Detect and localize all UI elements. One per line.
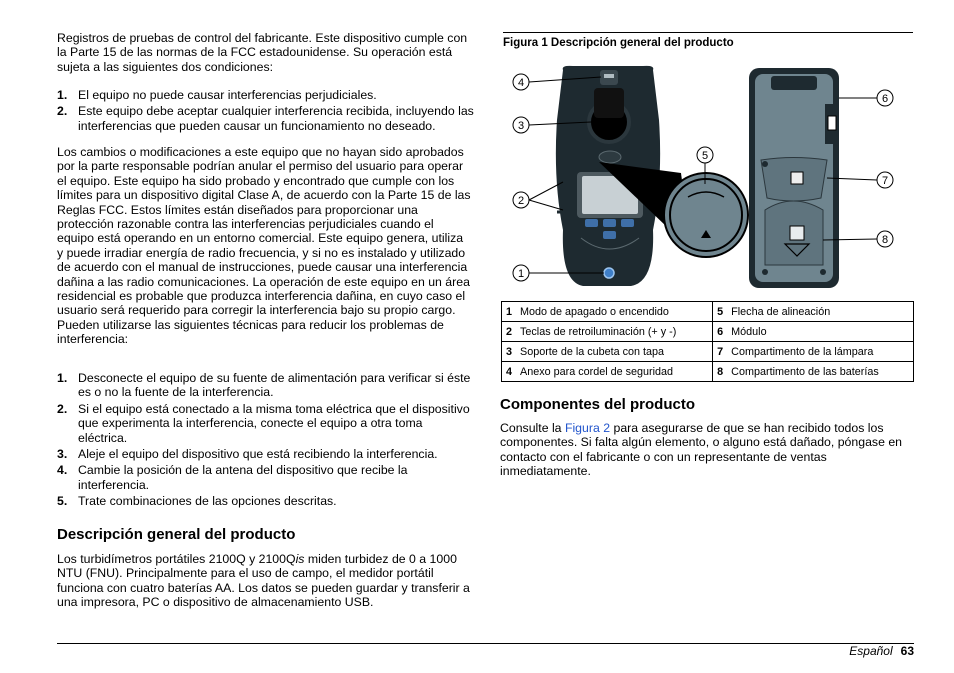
list-text: Desconecte el equipo de su fuente de alimentación para verificar si éste es o no la fuente de la interferencia. — [78, 371, 471, 400]
callout-5 — [697, 147, 713, 163]
svg-text:6: 6 — [881, 93, 889, 105]
list-text: Aleje el equipo del dispositivo que está recibiendo la interferencia. — [78, 447, 438, 462]
callout-1 — [513, 265, 529, 281]
overview-text-end: miden turbidez de 0 a 1000 NTU (FNU). Principalmente para el uso de campo, el medidor portátil funciona con cuatro baterías AA. Los datos se pueden guardar y transferir a una impresora, PC o dispositivo de almacenamiento USB. — [57, 552, 470, 610]
components-text-end: para asegurarse de que se han recibido todos los componentes. Si falta algún elemento, o alguno está dañado, póngase en contacto con el fabricante o con un representante de ventas inmediatamente. — [500, 421, 902, 479]
page-number: 63 — [900, 644, 914, 658]
page-footer — [849, 644, 914, 658]
list-item — [57, 104, 475, 133]
table-row — [502, 322, 914, 342]
intro-paragraph: Registros de pruebas de control del fabricante. Este dispositivo cumple con la Parte 15 de las normas de la FCC estadounidense. Su operación está sujeta a las siguientes dos condiciones: — [57, 31, 468, 74]
callout-8 — [877, 231, 893, 247]
section-heading-components: Componentes del producto — [500, 396, 695, 413]
legend-number: 7 — [713, 342, 728, 362]
legend-text: Soporte de la cubeta con tapa — [516, 342, 713, 362]
list-item — [57, 447, 475, 461]
zoom-circle — [664, 173, 748, 257]
key — [603, 231, 616, 239]
legend-text: Anexo para cordel de seguridad — [516, 362, 713, 382]
figure-legend-table — [501, 301, 914, 382]
components-text-start: Consulte la — [500, 421, 565, 435]
techniques-list — [57, 371, 475, 511]
product-figure — [503, 60, 913, 292]
legend-text: Modo de apagado o encendido — [516, 302, 713, 322]
legend-number: 5 — [713, 302, 728, 322]
legend-text: Compartimento de la lámpara — [727, 342, 913, 362]
figure-caption: Figura 1 Descripción general del producto — [503, 32, 913, 49]
callout-3 — [513, 117, 529, 133]
list-text: Trate combinaciones de las opciones descritas. — [78, 494, 337, 509]
list-number: 2. — [57, 401, 68, 416]
key — [603, 219, 616, 227]
callout-4 — [513, 74, 529, 90]
callout-2 — [513, 192, 529, 208]
legend-number: 6 — [713, 322, 728, 342]
legend-number: 3 — [502, 342, 517, 362]
svg-text:8: 8 — [881, 234, 889, 246]
legend-number: 4 — [502, 362, 517, 382]
list-text: Si el equipo está conectado a la misma toma eléctrica que el dispositivo que experimenta la interferencia, conecte el equipo a otra toma eléctrica. — [78, 401, 470, 445]
list-number: 2. — [57, 104, 68, 119]
svg-text:4: 4 — [517, 77, 525, 89]
svg-text:5: 5 — [701, 150, 709, 162]
svg-text:2: 2 — [517, 195, 525, 207]
legend-number: 1 — [502, 302, 517, 322]
list-item — [57, 463, 475, 492]
power-button — [604, 268, 614, 278]
callout-6 — [877, 90, 893, 106]
table-row — [502, 302, 914, 322]
device-back — [749, 68, 839, 288]
svg-text:7: 7 — [881, 175, 889, 187]
table-row — [502, 362, 914, 382]
footer-rule — [57, 643, 914, 644]
conditions-list — [57, 88, 475, 135]
list-text: El equipo no puede causar interferencias perjudiciales. — [78, 88, 377, 102]
overview-text-italic: is — [295, 552, 305, 566]
legend-text: Teclas de retroiluminación (+ y -) — [516, 322, 713, 342]
list-item — [57, 402, 475, 445]
list-number: 3. — [57, 447, 68, 462]
callout-7 — [877, 172, 893, 188]
overview-paragraph — [57, 552, 475, 610]
list-number: 5. — [57, 494, 68, 509]
list-number: 1. — [57, 371, 68, 385]
legend-number: 8 — [713, 362, 728, 382]
section-heading-overview: Descripción general del producto — [57, 526, 296, 543]
svg-text:3: 3 — [517, 120, 525, 132]
fcc-paragraph: Los cambios o modificaciones a este equipo que no hayan sido aprobados por la parte responsable podrían anular el permiso del usuario para operar el equipo. Este equipo ha sido probado y encontrado que cumple con los límites para un dispositivo digital Clase A, de acuerdo con la Parte 15 de las Reglas FCC. Estos límites están diseñados para proporcionar una protección razonable contra las interferencias perjudiciales cuando el equipo está operando en un entorno comercial. Este equipo genera, utiliza y puede irradiar energía de radio frecuencia, y si no es instalado y utilizado de acuerdo con el manual de instrucciones, puede causar una interferencia dañina a las radio comunicaciones. La operación de este equipo en un área residencial es probable que produzca interferencia dañina, en cuyo caso el usuario será requerido para corregir la interferencia bajo su propio cargo. Pueden utilizarse las siguientes técnicas para reducir los problemas de interferencia: — [57, 145, 471, 347]
key — [585, 219, 598, 227]
footer-language: Español — [849, 644, 893, 658]
list-item — [57, 494, 475, 508]
list-text: Este equipo debe aceptar cualquier interferencia recibida, incluyendo las interferencias que pueden causar un funcionamiento no deseado. — [78, 104, 474, 133]
table-row — [502, 342, 914, 362]
svg-text:1: 1 — [517, 268, 525, 280]
key — [621, 219, 634, 227]
legend-text: Módulo — [727, 322, 913, 342]
components-paragraph — [500, 421, 910, 479]
alignment-arrow-area — [599, 151, 621, 163]
list-number: 4. — [57, 463, 68, 478]
list-item — [57, 371, 475, 400]
legend-text: Compartimento de las baterías — [727, 362, 913, 382]
figure-2-link[interactable]: Figura 2 — [564, 421, 611, 435]
legend-text: Flecha de alineación — [727, 302, 913, 322]
list-number: 1. — [57, 88, 68, 102]
list-item — [57, 88, 475, 102]
list-text: Cambie la posición de la antena del dispositivo que recibe la interferencia. — [78, 463, 408, 492]
overview-text-start: Los turbidímetros portátiles 2100Q y 2100Q — [57, 552, 296, 566]
legend-number: 2 — [502, 322, 517, 342]
